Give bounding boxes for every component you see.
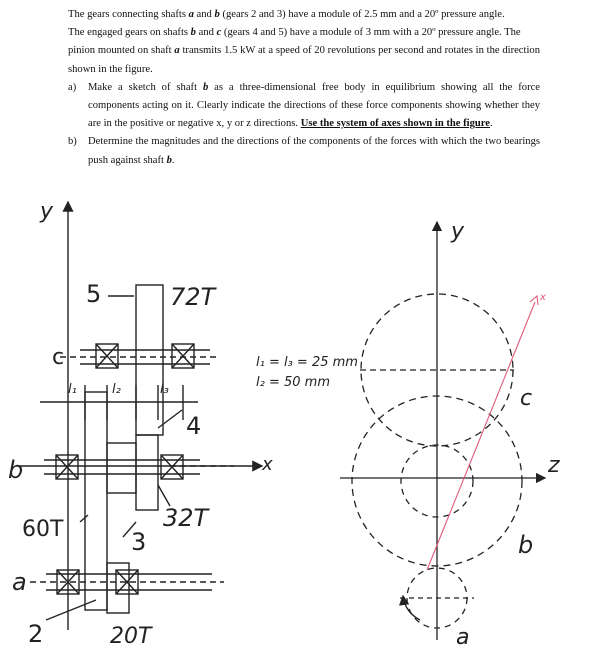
gear-3 [85,392,107,610]
paragraph-pinion: pinion mounted on shaft a transmits 1.5 kW at a speed of 20 revolutions per second and rotates in the direction shown in the figure. [68,45,540,75]
l3-label: l₃ [160,382,169,397]
right-shaft-a-label: a [456,625,470,650]
right-gear-circles-drawing [340,222,545,640]
gear-4 [136,435,158,510]
paragraph-gear-2-3: The gears connecting shafts a and b (gears 2 and 3) have a module of 2.5 mm and a 20º pressure angle. [68,9,505,20]
l2-label: l₂ [112,382,121,397]
gear-5-label: 5 [86,280,102,308]
right-y-label: y [451,219,465,244]
left-y-label: y [40,199,54,224]
gear-5-teeth-label: 72T [170,283,216,311]
right-x-axis [427,302,535,570]
right-x-axis-red [427,296,538,570]
right-shaft-c-label: c [520,386,533,411]
shaft-c-label: c [52,345,65,370]
rotation-arrow [403,596,420,620]
dimensions-line-2: l₂ = 50 mm [256,375,330,390]
question-a: a) Make a sketch of shaft b as a three-dimensional free body in equilibrium showing all the force components acting on it. Clearly indicate the directions of these force components showing whether they are in the positive or negative x, y or z directions. Use the system of axes shown in the figure. [68,79,540,134]
shaft-a-label: a [12,568,27,596]
gear-3-teeth-label: 60T [22,517,64,542]
gear-4-teeth-label: 32T [163,504,209,532]
question-b-marker: b) [68,136,77,148]
gear-4-label: 4 [186,412,202,440]
axes-emphasis: Use the system of axes shown in the figure [300,118,491,130]
dimensions-line-1: l₁ = l₃ = 25 mm [256,355,358,370]
right-shaft-b-label: b [518,531,534,559]
gear-3-label: 3 [131,528,147,556]
left-x-label: x [262,454,273,475]
right-z-label: z [548,453,560,478]
l1-label: l₁ [68,382,77,397]
paragraph-gear-4-5: The engaged gears on shafts b and c (gears 4 and 5) have a module of 3 mm with a 20º pressure angle. The [68,27,521,39]
gear-2-teeth-label: 20T [110,624,152,649]
question-b: b) Determine the magnitudes and the directions of the components of the forces with which the two bearings push against shaft b. [68,133,540,169]
left-gear-train-drawing [20,202,262,630]
question-a-marker: a) [68,81,77,93]
right-figure-labels [450,219,560,650]
shaft-b-label: b [8,456,24,484]
right-x-label: x [540,292,546,303]
gear-2-label: 2 [28,620,44,648]
gear-5 [136,285,163,435]
